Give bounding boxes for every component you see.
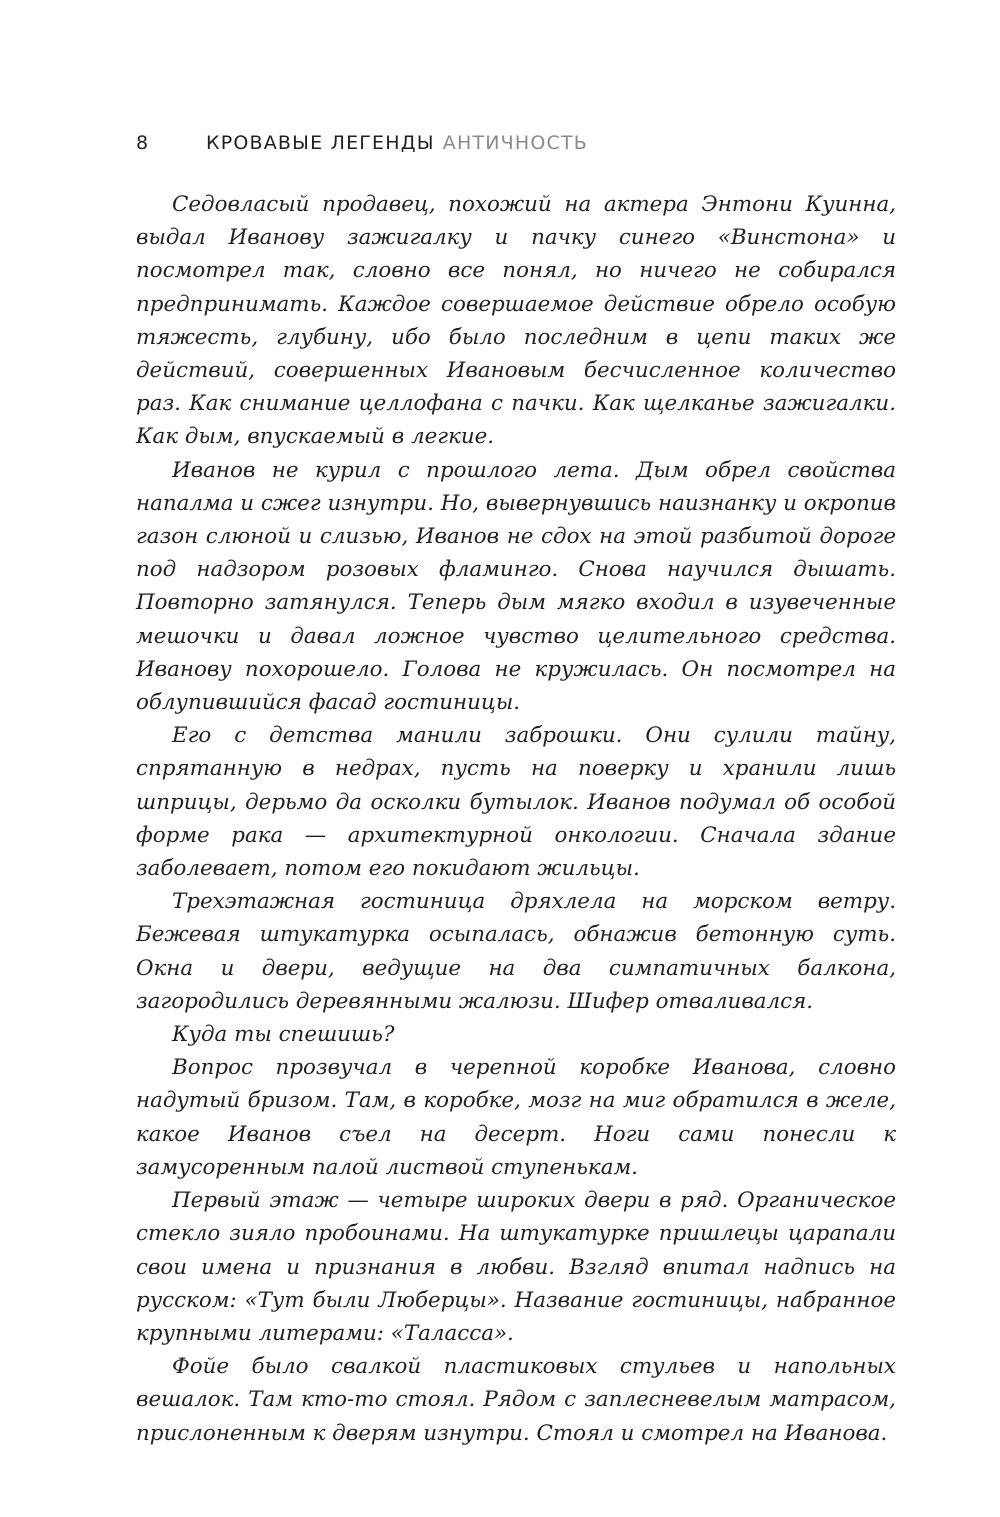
paragraph: Иванов не курил с прошлого лета. Дым обрел свойства напалма и сжег изнутри. Но, вывернувшись наизнанку и окропив газон слюной и слизью, Иванов не сдох на этой разбитой дороге под надзором розовых фламинго. Снова научился дышать. Повторно затянулся. Теперь дым мягко входил в изувеченные мешочки и давал ложное чувство целительного средства. Иванову похорошело. Голова не кружилась. Он посмотрел на облупившийся фасад гостиницы. xyxy=(136,457,896,716)
book-title: КРОВАВЫЕ ЛЕГЕНДЫ xyxy=(206,132,435,154)
paragraph: Первый этаж — четыре широких двери в ряд. Органическое стекло зияло пробоинами. На штукатурке пришлецы царапали свои имена и признания в любви. Взгляд впитал надпись на русском: «Тут были Люберцы». Название гостиницы, набранное крупными литерами: «Таласса». xyxy=(136,1188,896,1346)
body-text xyxy=(136,188,896,1450)
paragraph: Трехэтажная гостиница дряхлела на морском ветру. Бежевая штукатурка осыпалась, обнажив бетонную суть. Окна и двери, ведущие на два симпатичных балкона, загородились деревянными жалюзи. Шифер отваливался. xyxy=(136,889,896,1014)
paragraph: Фойе было свалкой пластиковых стульев и напольных вешалок. Там кто-то стоял. Рядом с заплесневелым матрасом, прислоненным к дверям изнутри. Стоял и смотрел на Иванова. xyxy=(136,1354,896,1446)
paragraph: Куда ты спешишь? xyxy=(172,1022,395,1048)
paragraph: Вопрос прозвучал в черепной коробке Иванова, словно надутый бризом. Там, в коробке, мозг на миг обратился в желе, какое Иванов съел на десерт. Ноги сами понесли к замусоренным палой листвой ступенькам. xyxy=(136,1055,896,1180)
paragraph: Его с детства манили заброшки. Они сулили тайну, спрятанную в недрах, пусть на поверку и хранили лишь шприцы, дерьмо да осколки бутылок. Иванов подумал об особой форме рака — архитектурной онкологии. Сначала здание заболевает, потом его покидают жильцы. xyxy=(136,723,896,882)
page-number: 8 xyxy=(136,132,150,154)
paragraph: Седовласый продавец, похожий на актера Энтони Куинна, выдал Иванову зажигалку и пачку синего «Винстона» и посмотрел так, словно все понял, но ничего не собирался предпринимать. Каждое совершаемое действие обрело особую тяжесть, глубину, ибо было последним в цепи таких же действий, совершенных Ивановым бесчисленное количество раз. Как снимание целлофана с пачки. Как щелканье зажигалки. Как дым, впускаемый в легкие. xyxy=(136,192,896,450)
section-title: АНТИЧНОСТЬ xyxy=(442,132,589,154)
running-header xyxy=(136,128,896,158)
